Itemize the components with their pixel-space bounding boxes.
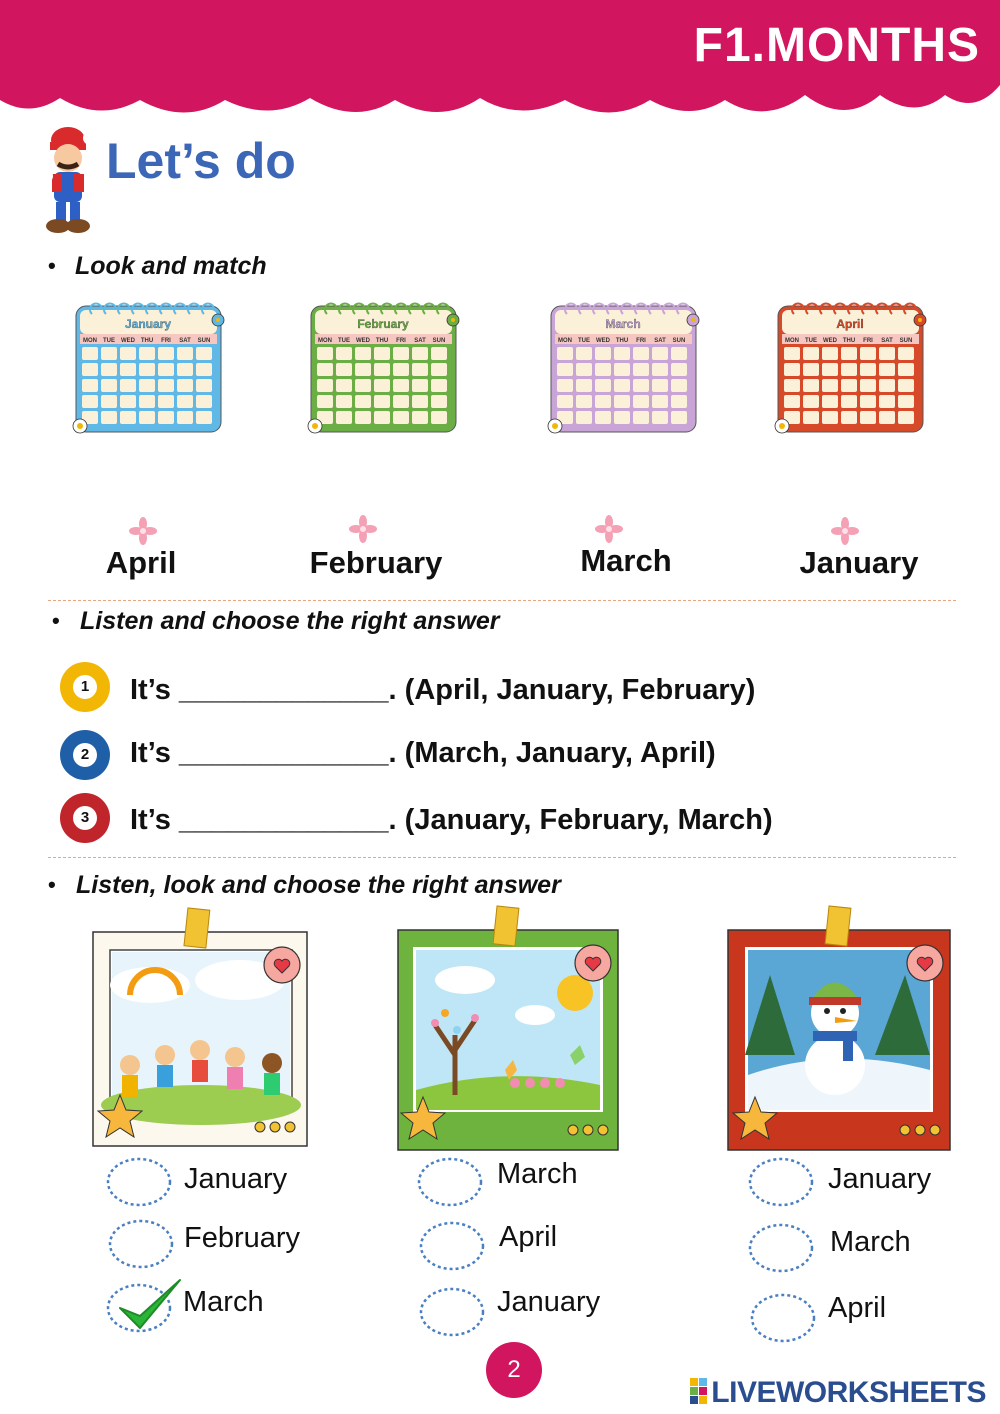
- weekday-label: THU: [842, 338, 856, 344]
- weekday-label: SUN: [432, 338, 446, 344]
- calendar-month-label: February: [357, 317, 409, 331]
- weekday-label: SUN: [672, 338, 686, 344]
- page-title: F1.MONTHS: [693, 19, 980, 72]
- answer-option-label: April: [828, 1292, 887, 1324]
- bullet-dot: •: [48, 253, 56, 278]
- match-word[interactable]: March: [580, 543, 672, 578]
- calendar-april-icon[interactable]: [772, 292, 927, 437]
- liveworksheets-logo: LIVEWORKSHEETS: [711, 1376, 986, 1409]
- checkmark-icon: [116, 1274, 184, 1334]
- mario-mascot-icon: [36, 118, 100, 238]
- photo-snowman-winter: [725, 905, 953, 1153]
- answer-option-circle[interactable]: [106, 1156, 172, 1208]
- weekday-label: THU: [375, 338, 389, 344]
- calendar-february-icon[interactable]: [305, 292, 460, 437]
- weekday-label: MON: [785, 338, 799, 344]
- calendar-month-label: April: [836, 317, 864, 331]
- answer-option-circle[interactable]: [417, 1156, 483, 1208]
- instruction-listen-look-choose: Listen, look and choose the right answer: [76, 871, 561, 899]
- instruction-look-and-match: Look and match: [75, 252, 267, 280]
- weekday-label: FRI: [863, 338, 873, 344]
- weekday-label: WED: [356, 338, 370, 344]
- answer-option-label[interactable]: April: [499, 1221, 558, 1253]
- weekday-label: FRI: [161, 338, 171, 344]
- question-1[interactable]: It’s _____________. (April, January, February): [130, 674, 756, 706]
- weekday-label: SAT: [414, 338, 426, 344]
- match-word[interactable]: February: [309, 545, 443, 580]
- answer-option-circle[interactable]: [750, 1292, 816, 1344]
- answer-option-label[interactable]: March: [830, 1226, 911, 1258]
- section-title: Let’s do: [106, 133, 296, 189]
- page-number: 2: [486, 1342, 542, 1398]
- weekday-label: THU: [140, 338, 154, 344]
- match-word[interactable]: January: [799, 545, 919, 580]
- calendar-march-icon[interactable]: [545, 292, 700, 437]
- answer-option-label[interactable]: January: [497, 1286, 601, 1318]
- photo-spring-meadow: [395, 905, 621, 1153]
- weekday-label: TUE: [338, 338, 350, 344]
- pink-flower-icon: [594, 514, 624, 544]
- weekday-label: WED: [596, 338, 610, 344]
- answer-option-circle[interactable]: [748, 1156, 814, 1208]
- question-number: 3: [73, 806, 97, 830]
- weekday-label: SUN: [899, 338, 913, 344]
- weekday-label: WED: [823, 338, 837, 344]
- photo-children-playing: [90, 905, 312, 1150]
- number-3-icon: [60, 793, 110, 843]
- answer-option-circle[interactable]: [748, 1222, 814, 1274]
- answer-option-circle[interactable]: [419, 1286, 485, 1338]
- weekday-label: TUE: [578, 338, 590, 344]
- bullet-dot: •: [48, 872, 56, 897]
- weekday-label: SAT: [654, 338, 666, 344]
- number-1-icon: [60, 662, 110, 712]
- weekday-label: SAT: [179, 338, 191, 344]
- weekday-label: MON: [318, 338, 332, 344]
- calendar-month-label: March: [605, 317, 641, 331]
- weekday-label: THU: [615, 338, 629, 344]
- answer-option-label[interactable]: March: [183, 1286, 264, 1318]
- answer-option-label[interactable]: February: [184, 1222, 301, 1254]
- pink-flower-icon: [128, 516, 158, 546]
- weekday-label: TUE: [805, 338, 817, 344]
- calendar-month-label: January: [124, 317, 172, 331]
- section-divider: [48, 600, 956, 601]
- question-2[interactable]: It’s _____________. (March, January, April): [130, 737, 716, 769]
- answer-option-label[interactable]: January: [828, 1163, 932, 1195]
- weekday-label: FRI: [636, 338, 646, 344]
- weekday-label: WED: [121, 338, 135, 344]
- weekday-label: MON: [83, 338, 97, 344]
- section-divider: [48, 857, 956, 858]
- question-number: 1: [73, 675, 97, 699]
- weekday-label: FRI: [396, 338, 406, 344]
- weekday-label: TUE: [103, 338, 115, 344]
- weekday-label: MON: [558, 338, 572, 344]
- answer-option-circle[interactable]: [419, 1220, 485, 1272]
- bullet-dot: •: [52, 608, 60, 633]
- weekday-label: SAT: [881, 338, 893, 344]
- answer-option-circle[interactable]: [108, 1218, 174, 1270]
- answer-option-label[interactable]: January: [184, 1163, 288, 1195]
- question-3[interactable]: It’s _____________. (January, February, March): [130, 804, 773, 836]
- pink-flower-icon: [830, 516, 860, 546]
- number-2-icon: [60, 730, 110, 780]
- question-number: 2: [73, 743, 97, 767]
- match-word[interactable]: April: [105, 545, 177, 580]
- pink-flower-icon: [348, 514, 378, 544]
- calendar-january-icon[interactable]: [70, 292, 225, 437]
- answer-option-label[interactable]: March: [497, 1158, 578, 1190]
- instruction-listen-choose: Listen and choose the right answer: [80, 607, 500, 635]
- weekday-label: SUN: [197, 338, 211, 344]
